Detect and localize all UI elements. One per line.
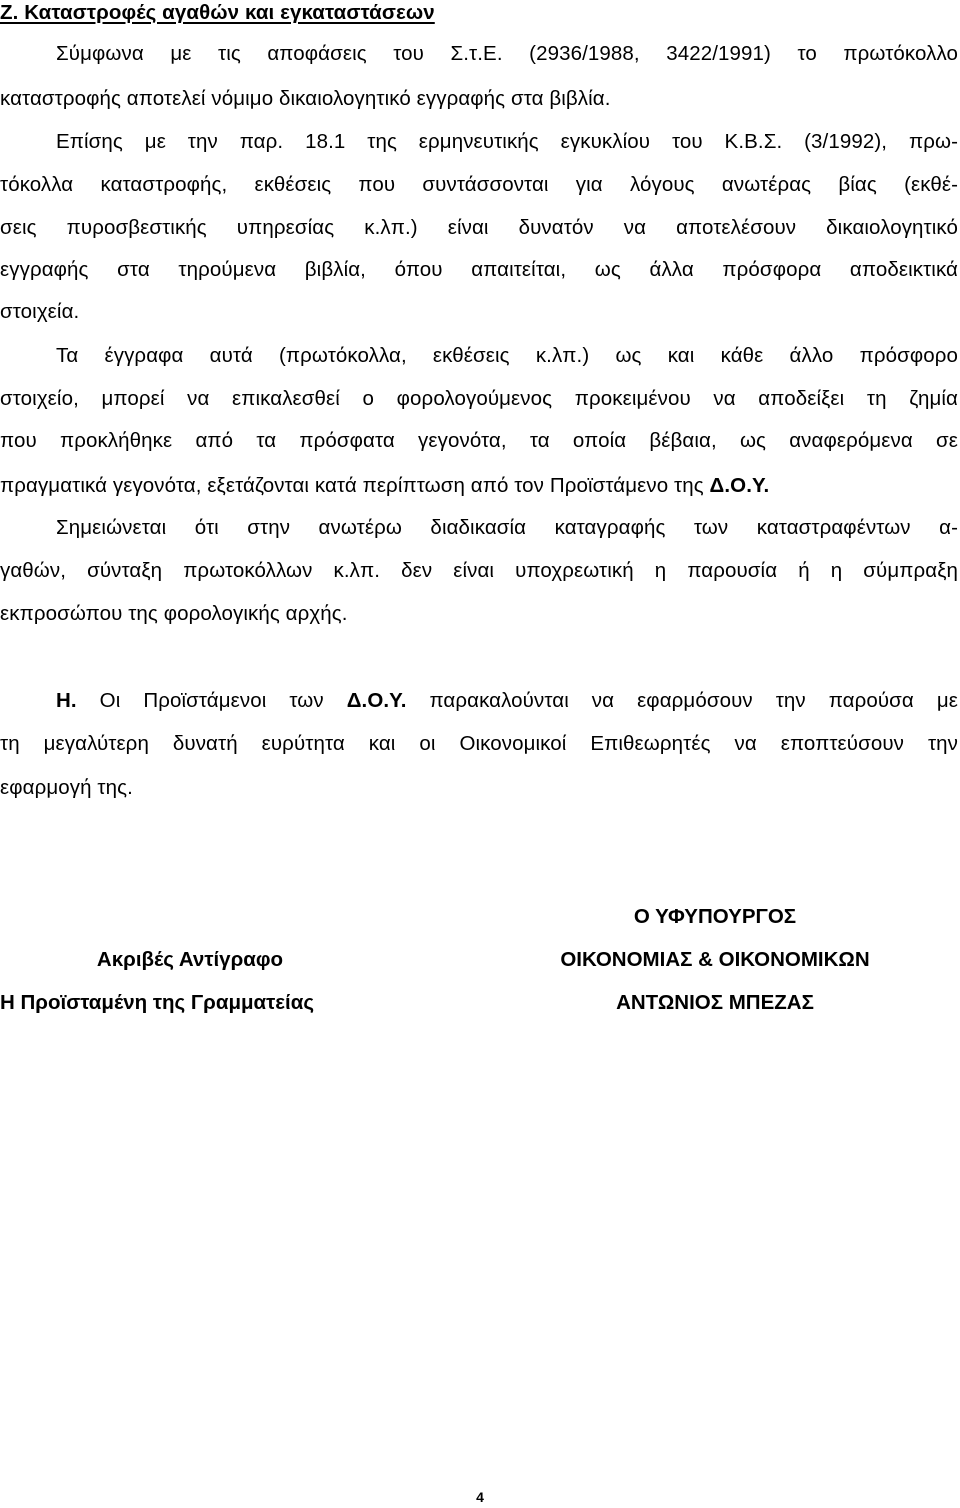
paragraph-1-line-2: καταστροφής αποτελεί νόμιμο δικαιολογητικό εγγραφής στα βιβλία. bbox=[0, 87, 611, 110]
paragraph-2-line-4: εγγραφής στα τηρούμενα βιβλία, όπου απαιτείται, ως άλλα πρόσφορα αποδεικτικά bbox=[0, 258, 958, 281]
signature-left-line-2: Η Προϊσταμένη της Γραμματείας bbox=[0, 991, 314, 1014]
section-h-line-1-a: Οι Προϊστάμενοι των bbox=[76, 689, 347, 712]
paragraph-2-line-2: τόκολλα καταστροφής, εκθέσεις που συντάσσονται για λόγους ανωτέρας βίας (εκθέ- bbox=[0, 173, 958, 196]
section-h-line-3: εφαρμογή της. bbox=[0, 776, 133, 799]
paragraph-3-line-2: στοιχείο, μπορεί να επικαλεσθεί ο φορολογούμενος προκειμένου να αποδείξει τη ζημία bbox=[0, 387, 958, 410]
paragraph-2-line-5: στοιχεία. bbox=[0, 300, 80, 323]
paragraph-4-line-2: γαθών, σύνταξη πρωτοκόλλων κ.λπ. δεν είναι υποχρεωτική η παρουσία ή η σύμπραξη bbox=[0, 559, 958, 582]
paragraph-3-line-3: που προκλήθηκε από τα πρόσφατα γεγονότα, τα οποία βέβαια, ως αναφερόμενα σε bbox=[0, 429, 958, 452]
paragraph-3-line-4-text: πραγματικά γεγονότα, εξετάζονται κατά περίπτωση από τον Προϊστάμενο της bbox=[0, 474, 710, 497]
signature-right-ministry: ΟΙΚΟΝΟΜΙΑΣ & ΟΙΚΟΝΟΜΙΚΩΝ bbox=[560, 948, 870, 971]
section-h-line-1 bbox=[56, 688, 958, 714]
section-h-line-2: τη μεγαλύτερη δυνατή ευρύτητα και οι Οικονομικοί Επιθεωρητές να εποπτεύσουν την bbox=[0, 732, 958, 755]
section-z-heading: Ζ. Καταστροφές αγαθών και εγκαταστάσεων bbox=[0, 1, 435, 24]
doy-abbreviation: Δ.Ο.Υ. bbox=[709, 474, 770, 497]
page-number: 4 bbox=[476, 1489, 484, 1505]
paragraph-4-line-3: εκπροσώπου της φορολογικής αρχής. bbox=[0, 602, 348, 625]
paragraph-2-line-1: Επίσης με την παρ. 18.1 της ερμηνευτικής εγκυκλίου του Κ.Β.Σ. (3/1992), πρω- bbox=[56, 130, 958, 153]
section-h-line-1-c: παρακαλούνται να εφαρμόσουν την παρούσα με bbox=[406, 689, 958, 712]
signature-right-title: Ο ΥΦΥΠΟΥΡΓΟΣ bbox=[633, 905, 797, 928]
paragraph-3-line-1: Τα έγγραφα αυτά (πρωτόκολλα, εκθέσεις κ.λπ.) ως και κάθε άλλο πρόσφορο bbox=[56, 344, 958, 367]
paragraph-3-line-4 bbox=[0, 473, 960, 499]
signature-right-name: ΑΝΤΩΝΙΟΣ ΜΠΕΖΑΣ bbox=[616, 991, 814, 1014]
paragraph-4-line-1: Σημειώνεται ότι στην ανωτέρω διαδικασία καταγραφής των καταστραφέντων α- bbox=[56, 516, 958, 539]
paragraph-1-line-1: Σύμφωνα με τις αποφάσεις του Σ.τ.Ε. (2936/1988, 3422/1991) το πρωτόκολλο bbox=[56, 42, 958, 65]
section-h-doy: Δ.Ο.Υ. bbox=[346, 689, 407, 712]
signature-left-line-1: Ακριβές Αντίγραφο bbox=[96, 948, 284, 971]
paragraph-2-line-3: σεις πυροσβεστικής υπηρεσίας κ.λπ.) είναι δυνατόν να αποτελέσουν δικαιολογητικό bbox=[0, 216, 958, 239]
section-h-label: Η. bbox=[56, 689, 77, 712]
